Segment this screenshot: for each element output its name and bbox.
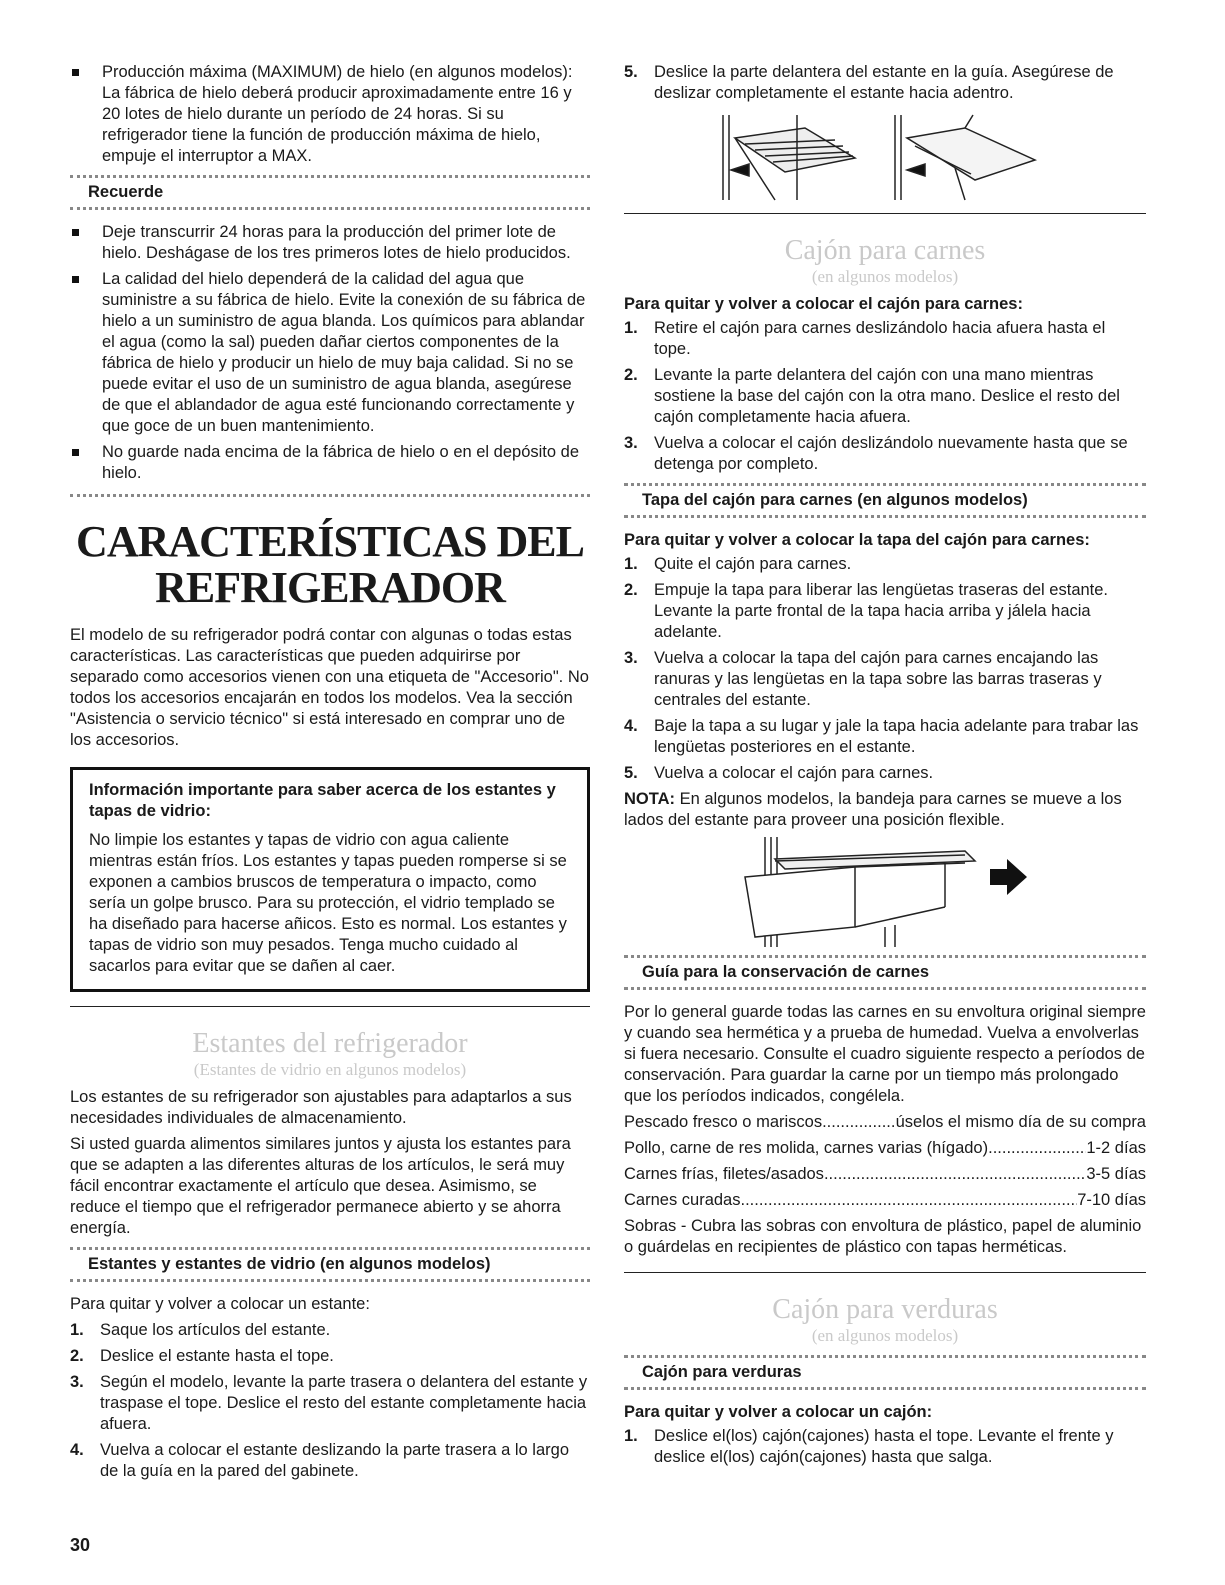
storage-label: Pescado fresco o mariscos (624, 1113, 823, 1131)
storage-row (624, 1190, 1146, 1211)
right-column (624, 62, 1146, 1473)
step-number: 5. (624, 63, 638, 81)
step-text: Saque los artículos del estante. (100, 1321, 331, 1339)
veg-steps (624, 1426, 1146, 1468)
step-text: Quite el cajón para carnes. (654, 555, 852, 573)
storage-label: Pollo, carne de res molida, carnes varias (hígado) (624, 1139, 989, 1157)
section-rule (624, 1272, 1146, 1273)
storage-value: 7-10 días (1077, 1191, 1146, 1209)
meat-drawer-section-title: Cajón para carnes (784, 235, 986, 266)
step-text: Deslice la parte delantera del estante en la guía. Asegúrese de deslizar completamente el estante hacia adentro. (654, 63, 1114, 102)
meat-step (624, 365, 1146, 428)
step-number: 3. (624, 434, 638, 452)
meat-drawer-illustration (735, 837, 1035, 947)
storage-row (624, 1138, 1146, 1159)
meat-drawer-section-subtitle: (en algunos modelos) (811, 267, 959, 286)
leftovers-paragraph: Sobras - Cubra las sobras con envoltura de plástico, papel de aluminio o guárdelas en recipientes de plástico con tapas herméticas. (624, 1217, 1142, 1256)
step-number: 2. (70, 1347, 84, 1365)
left-column (70, 62, 590, 1487)
note-paragraph (624, 789, 1146, 831)
glass-step (70, 1372, 590, 1435)
step-text: Empuje la tapa para liberar las lengüetas traseras del estante. Levante la parte frontal de la tapa hacia arriba y jálela hacia adelante. (654, 581, 1109, 641)
step-text: Vuelva a colocar el estante deslizando la parte trasera a lo largo de la guía en la pared del gabinete. (100, 1441, 570, 1480)
note-label: NOTA: (624, 790, 676, 808)
step-number: 2. (624, 581, 638, 599)
veg-drawer-section-subtitle: (en algunos modelos) (811, 1326, 959, 1345)
cover-step (624, 763, 1146, 784)
note-text: En algunos modelos, la bandeja para carnes se mueve a los lados del estante para proveer una posición flexible. (624, 790, 1122, 829)
remember-list (70, 222, 590, 484)
veg-drawer-bar: Cajón para verduras (624, 1355, 1146, 1390)
cover-step (624, 554, 1146, 575)
step-number: 1. (624, 1427, 638, 1445)
page-number: 30 (70, 1535, 91, 1555)
step-number: 2. (624, 366, 638, 384)
step-text: Baje la tapa a su lugar y jale la tapa hacia adelante para trabar las lengüetas posteriores en el estante. (654, 717, 1139, 756)
meat-drawer-heading: Para quitar y volver a colocar el cajón para carnes: (624, 295, 1023, 313)
step-number: 5. (624, 764, 638, 782)
veg-drawer-section-title: Cajón para verduras (772, 1294, 998, 1325)
intro-paragraph: El modelo de su refrigerador podrá contar con algunas o todas estas características. Las características que pueden adquirirse por separado como accesorios vienen con una etiqueta de "Accesorio". No todos los accesorios encajarán en todos los modelos. Vea la sección "Asistencia o servicio técnico" si está interesado en comprar uno de los accesorios. (70, 626, 589, 749)
shelf-step-5-list (624, 62, 1146, 104)
remember-item: La calidad del hielo dependerá de la calidad del agua que suministre a su fábrica de hielo. Evite la conexión de su fábrica de hielo a un suministro de agua blanda. Los químicos para ablandar el agua (como la sal) pueden dañar ciertos componentes de la fábrica de hielo y producir un hielo de muy baja calidad. Si no se puede evitar el uso de un suministro de agua blanda, asegúrese de que el ablandador de agua esté funcionando correctamente y que goce de un buen mantenimiento. (70, 269, 590, 437)
shelves-paragraph-1: Los estantes de su refrigerador son ajustables para adaptarlos a sus necesidades individuales de almacenamiento. (70, 1088, 572, 1127)
step-text: Retire el cajón para carnes deslizándolo hacia afuera hasta el tope. (654, 319, 1106, 358)
shelf-slide-illustration (715, 110, 1055, 205)
meat-cover-heading: Para quitar y volver a colocar la tapa del cajón para carnes: (624, 531, 1090, 549)
glass-shelves-bar: Estantes y estantes de vidrio (en algunos modelos) (70, 1247, 590, 1282)
step-number: 3. (624, 649, 638, 667)
meat-guide-bar: Guía para la conservación de carnes (624, 955, 1146, 990)
step-text: Levante la parte delantera del cajón con una mano mientras sostiene la base del cajón con la otra mano. Deslice el resto del cajón completamente hacia afuera. (654, 366, 1120, 426)
shelves-paragraph-2: Si usted guarda alimentos similares juntos y ajusta los estantes para que se adapten a las diferentes alturas de los artículos, le será muy fácil encontrar exactamente el artículo que desea. Asimismo, se reduce el tiempo que el refrigerador permanece abierto y se ahorra energía. (70, 1135, 571, 1237)
cover-step (624, 648, 1146, 711)
step-number: 1. (624, 555, 638, 573)
main-title-line-2: REFRIGERADOR (155, 563, 505, 612)
step-number: 1. (624, 319, 638, 337)
storage-value: 1-2 días (1086, 1139, 1146, 1157)
meat-step (624, 433, 1146, 475)
cover-step (624, 580, 1146, 643)
storage-value: úselos el mismo día de su compra (895, 1113, 1146, 1131)
remember-item: Deje transcurrir 24 horas para la producción del primer lote de hielo. Deshágase de los tres primeros lotes de hielo producidos. (70, 222, 590, 264)
dot-leader (988, 1138, 1086, 1159)
info-box-title: Información importante para saber acerca de los estantes y tapas de vidrio: (89, 781, 556, 820)
ice-list (70, 62, 590, 167)
main-title-line-1: CARACTERÍSTICAS DEL (76, 517, 584, 566)
dot-leader (824, 1164, 1086, 1185)
meat-cover-bar: Tapa del cajón para carnes (en algunos modelos) (624, 483, 1146, 518)
storage-row (624, 1112, 1146, 1133)
cover-steps (624, 554, 1146, 784)
step-text: Según el modelo, levante la parte trasera o delantera del estante y traspase el tope. Deslice el resto del estante completamente hacia afuera. (100, 1373, 588, 1433)
veg-step (624, 1426, 1146, 1468)
step-number: 1. (70, 1321, 84, 1339)
main-title (70, 519, 590, 611)
cover-step (624, 716, 1146, 758)
dot-leader (740, 1190, 1077, 1211)
step-text: Deslice el(los) cajón(cajones) hasta el tope. Levante el frente y deslice el(los) cajón(cajones) hasta que salga. (654, 1427, 1114, 1466)
glass-intro: Para quitar y volver a colocar un estante: (70, 1295, 370, 1313)
glass-steps (70, 1320, 590, 1482)
meat-steps (624, 318, 1146, 475)
info-box-text: No limpie los estantes y tapas de vidrio con agua caliente mientras están fríos. Los estantes y tapas pueden romperse si se exponen a cambios bruscos de temperatura o impacto, como sería un golpe brusco. Para su protección, el vidrio templado se ha diseñado para hacerse añicos. Esto es normal. Los estantes y tapas de vidrio son muy pesados. Tenga mucho cuidado al sacarlos para evitar que se dañen al caer. (89, 831, 567, 975)
section-rule (624, 213, 1146, 214)
section-rule (70, 1006, 590, 1007)
step-number: 4. (624, 717, 638, 735)
meat-guide-paragraph: Por lo general guarde todas las carnes en su envoltura original siempre y cuando sea hermética y a prueba de humedad. Vuelva a envolverlas si fuera necesario. Consulte el cuadro siguiente respecto a períodos de conservación. Para guardar la carne por un tiempo más prolongado que los períodos indicados, congélela. (624, 1003, 1146, 1105)
glass-info-box (70, 767, 590, 992)
step-text: Vuelva a colocar el cajón para carnes. (654, 764, 934, 782)
ice-max-bullet: Producción máxima (MAXIMUM) de hielo (en algunos modelos): La fábrica de hielo deberá producir aproximadamente entre 16 y 20 lotes de hielo durante un período de 24 horas. Si su refrigerador tiene la función de producción máxima de hielo, empuje el interruptor a MAX. (70, 62, 590, 167)
glass-step (70, 1346, 590, 1367)
glass-step (70, 1440, 590, 1482)
storage-label: Carnes curadas (624, 1191, 741, 1209)
step-text: Deslice el estante hasta el tope. (100, 1347, 334, 1365)
meat-step (624, 318, 1146, 360)
step-number: 3. (70, 1373, 84, 1391)
shelf-step-5 (624, 62, 1146, 104)
step-number: 4. (70, 1441, 84, 1459)
shelves-section-title: Estantes del refrigerador (192, 1028, 468, 1059)
glass-step (70, 1320, 590, 1341)
step-text: Vuelva a colocar el cajón deslizándolo nuevamente hasta que se detenga por completo. (654, 434, 1128, 473)
step-text: Vuelva a colocar la tapa del cajón para carnes encajando las ranuras y las lengüetas en la tapa sobre las barras traseras y centrales del estante. (654, 649, 1102, 709)
dot-leader (822, 1112, 896, 1133)
dotted-divider (70, 494, 590, 497)
storage-label: Carnes frías, filetes/asados (624, 1165, 824, 1183)
storage-row (624, 1164, 1146, 1185)
remember-bar: Recuerde (70, 175, 590, 210)
remember-item: No guarde nada encima de la fábrica de hielo o en el depósito de hielo. (70, 442, 590, 484)
veg-drawer-heading: Para quitar y volver a colocar un cajón: (624, 1403, 933, 1421)
storage-value: 3-5 días (1086, 1165, 1146, 1183)
shelves-section-subtitle: (Estantes de vidrio en algunos modelos) (193, 1060, 467, 1079)
